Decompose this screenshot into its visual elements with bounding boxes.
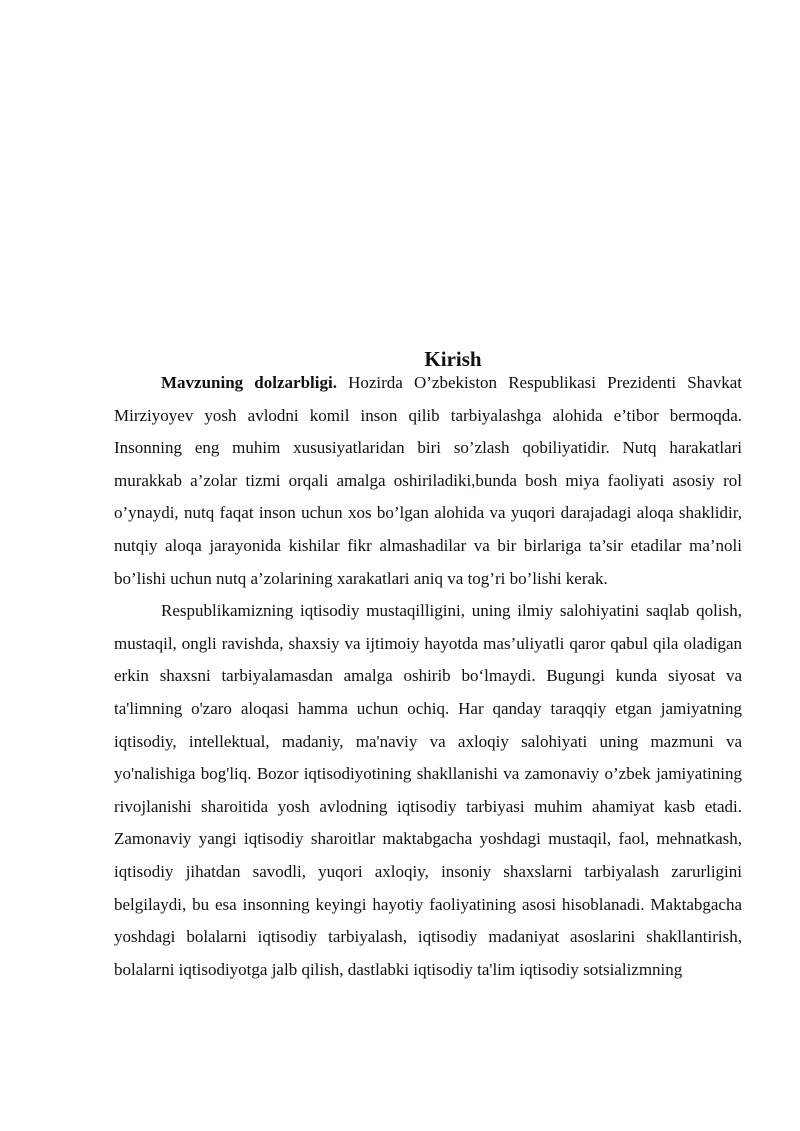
document-body [114,367,742,986]
paragraph-economic-education: Respublikamizning iqtisodiy mustaqilligini, uning ilmiy salohiyatini saqlab qolish, mustaqil, ongli ravishda, shaxsiy va ijtimoiy hayotda mas’uliyatli qaror qabul qila oladigan erkin shaxsni tarbiyalamasdan amalga oshirib bo‘lmaydi. Bugungi kunda siyosat va ta'limning o'zaro aloqasi hamma uchun ochiq. Har qanday taraqqiy etgan jamiyatning iqtisodiy, intellektual, madaniy, ma'naviy va axloqiy salohiyati uning mazmuni va yo'nalishiga bog'liq. Bozor iqtisodiyotining shakllanishi va zamonaviy o’zbek jamiyatining rivojlanishi sharoitida yosh avlodning iqtisodiy tarbiyasi muhim ahamiyat kasb etadi. Zamonaviy yangi iqtisodiy sharoitlar maktabgacha yoshdagi mustaqil, faol, mehnatkash, iqtisodiy jihatdan savodli, yuqori axloqiy, insoniy shaxslarni tarbiyalash zarurligini belgilaydi, bu esa insonning keyingi hayotiy faoliyatining asosi hisoblanadi. Maktabgacha yoshdagi bolalarni iqtisodiy tarbiyalash, iqtisodiy madaniyat asoslarini shakllantirish, bolalarni iqtisodiyotga jalb qilish, dastlabki iqtisodiy ta'lim iqtisodiy sotsializmning [114,601,742,979]
paragraph-text: Hozirda O’zbekiston Respublikasi Prezidenti Shavkat Mirziyoyev yosh avlodni komil inson qilib tarbiyalashga alohida e’tibor bermoqda. Insonning eng muhim xususiyatlaridan biri so’zlash qobiliyatidir. Nutq harakatlari murakkab a’zolar tizmi orqali amalga oshiriladiki,bunda bosh miya faoliyati asosiy rol o’ynaydi, nutq faqat inson uchun xos bo’lgan alohida va yuqori darajadagi aloqa shaklidir, nutqiy aloqa jarayonida kishilar fikr almashadilar va bir birlariga ta’sir etadilar ma’noli bo’lishi uchun nutq a’zolarining xarakatlari aniq va tog’ri bo’lishi kerak. [114,373,742,588]
paragraph-lead: Mavzuning dolzarbligi. [161,373,337,392]
page-title: Kirish [424,347,482,371]
paragraph-relevance [114,367,742,595]
